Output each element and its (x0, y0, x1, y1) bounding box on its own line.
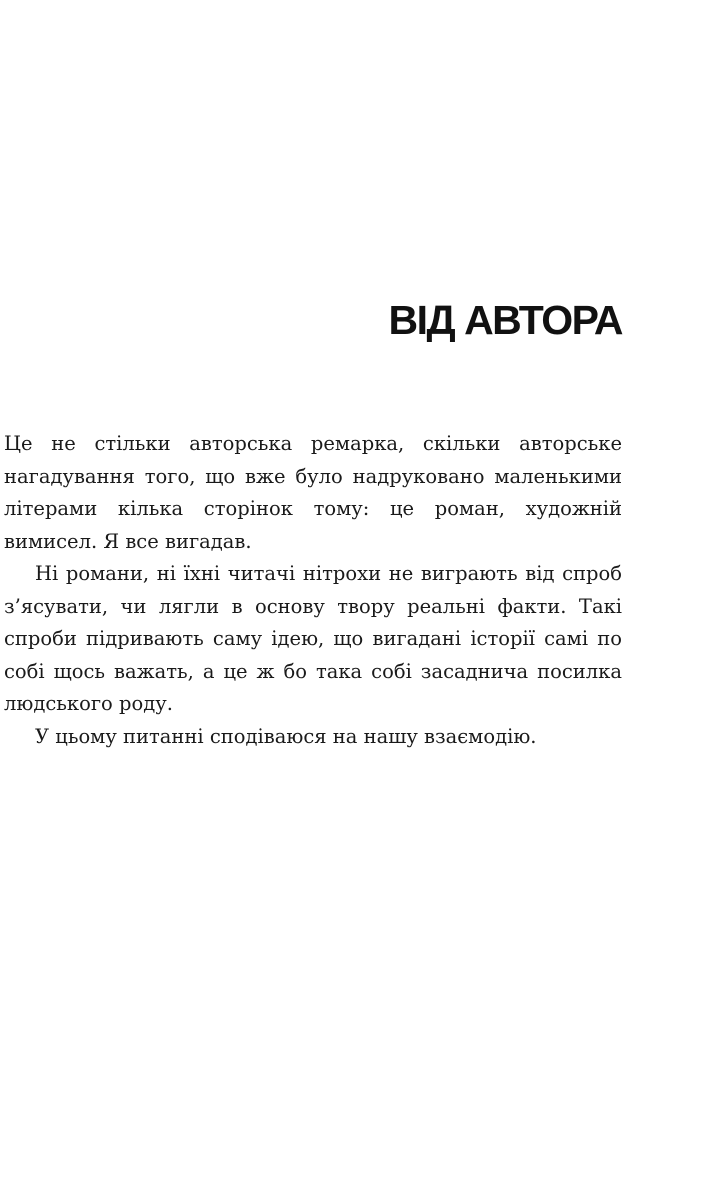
chapter-title: ВІД АВТОРА (388, 297, 622, 343)
body-text (4, 428, 622, 753)
paragraph-1: Це не стільки авторська ремарка, скільки авторське нагадування того, що вже було надруковано маленькими літерами кілька сторінок тому: це роман, художній вимисел. Я все вигадав. (4, 432, 622, 553)
paragraph-3: У цьому питанні сподіваюся на нашу взаємодію. (35, 724, 537, 748)
paragraph-2: Ні романи, ні їхні читачі нітрохи не виграють від спроб з’ясувати, чи лягли в основу твору реальні факти. Такі спроби підривають саму ідею, що вигадані історії самі по собі щось важать, а це ж бо така собі засаднича посилка людського роду. (4, 562, 622, 715)
